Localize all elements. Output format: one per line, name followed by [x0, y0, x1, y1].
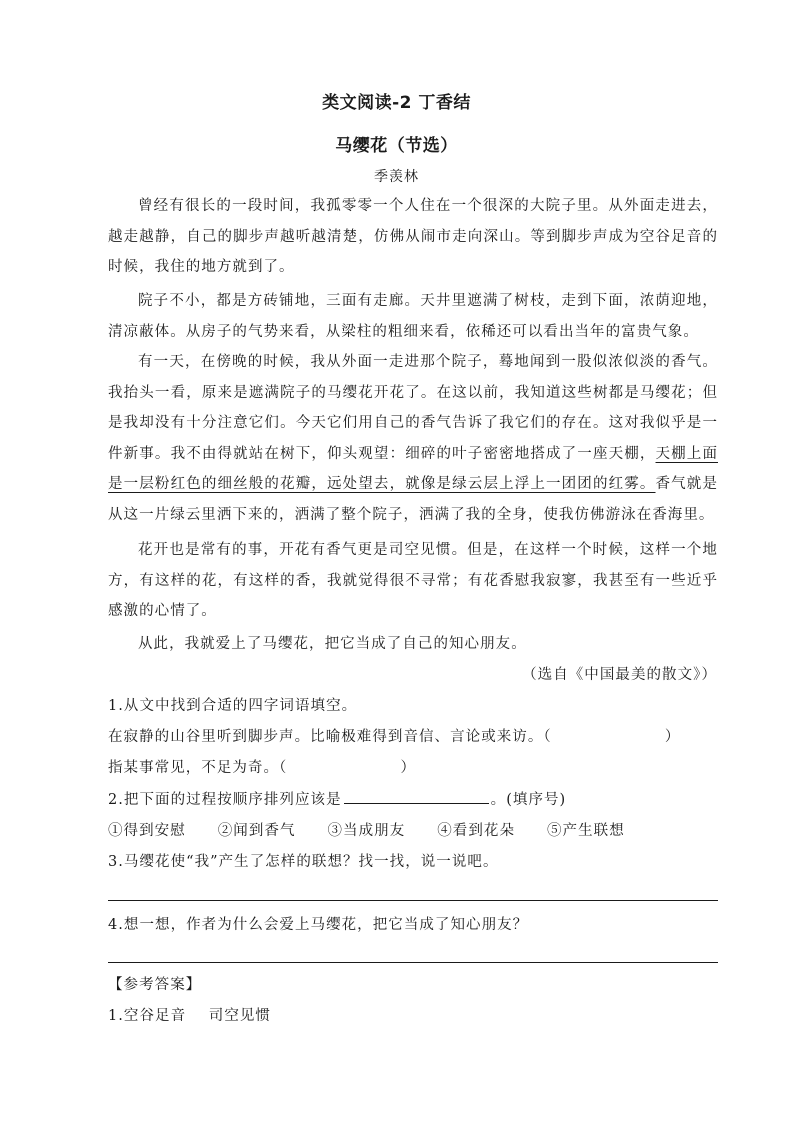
question-2-note: 。(填序号) [490, 792, 567, 808]
option-4: ④看到花朵 [437, 823, 515, 839]
option-1: ①得到安慰 [108, 823, 186, 839]
paragraph-3-text: 有一天，在傍晚的时候，我从外面一走进那个院子，蓦地闻到一股似浓似淡的香气。我抬头一看，原来是遮满院子的马缨花开花了。在这以前，我知道这些树都是马缨花；但是我却没有十分注意它们。今天它们用自己的香气告诉了我它们的存在。这对我似乎是一件新事。我不由得就站在树下，仰头观望：细碎的叶子密密地搭成了一座天棚， [108, 354, 718, 462]
article-title: 马缨花（节选） [335, 136, 458, 156]
paragraph-4: 花开也是常有的事，开花有香气更是司空见惯。但是，在这样一个时候，这样一个地方，有这样的花，有这样的香，我就觉得很不寻常；有花香慰我寂寥，我甚至有一些近乎感激的心情了。 [108, 542, 718, 619]
paragraph-3-tail: 香气就是从这一片绿云里洒下来的，洒满了整个院子，洒满了我的全身，使我仿佛游泳在香海里。 [108, 476, 718, 523]
paragraph-3 [108, 347, 718, 530]
question-2-prompt: 2.把下面的过程按顺序排列应该是 [108, 792, 342, 808]
question-1-item-a: 在寂静的山谷里听到脚步声。比喻极难得到音信、言论或来访。（ ） [108, 729, 681, 745]
paragraph-1: 曾经有很长的一段时间，我孤零零一个人住在一个很深的大院子里。从外面走进去，越走越静，自己的脚步声越听越清楚，仿佛从闹市走向深山。等到脚步声成为空谷足音的时候，我住的地方就到了。 [108, 198, 718, 275]
source-citation: （选自《中国最美的散文》） [522, 667, 717, 683]
question-2-options [108, 816, 625, 847]
page-title: 类文阅读-2 丁香结 [322, 93, 471, 113]
option-2: ②闻到香气 [217, 823, 296, 839]
option-5: ⑤产生联想 [547, 823, 625, 839]
question-2 [108, 785, 566, 816]
option-3: ③当成朋友 [327, 823, 406, 839]
answer-blank[interactable] [344, 788, 489, 804]
author-name: 季羡林 [374, 169, 419, 185]
answer-line-3[interactable] [108, 900, 718, 901]
paragraph-5: 从此，我就爱上了马缨花，把它当成了自己的知心朋友。 [138, 636, 527, 652]
answer-line-4[interactable] [108, 962, 718, 963]
question-4: 4.想一想，作者为什么会爱上马缨花，把它当成了知心朋友？ [108, 917, 529, 933]
answer-1: 1.空谷足音 司空见惯 [108, 1008, 271, 1024]
question-3: 3.马缨花使“我”产生了怎样的联想？找一找，说一说吧。 [108, 854, 499, 870]
underlined-sentence: 天棚上面是一层粉红色的细丝般的花瓣，远处望去，就像是绿云层上浮上一团团的红雾。 [108, 445, 718, 492]
answer-heading: 【参考答案】 [108, 977, 202, 993]
question-1-item-b: 指某事常见，不足为奇。（ ） [108, 760, 417, 776]
paragraph-2: 院子不小，都是方砖铺地，三面有走廊。天井里遮满了树枝，走到下面，浓荫迎地，清凉蔽体。从房子的气势来看，从梁柱的粗细来看，依稀还可以看出当年的富贵气象。 [108, 293, 718, 340]
question-1: 1.从文中找到合适的四字词语填空。 [108, 698, 358, 714]
